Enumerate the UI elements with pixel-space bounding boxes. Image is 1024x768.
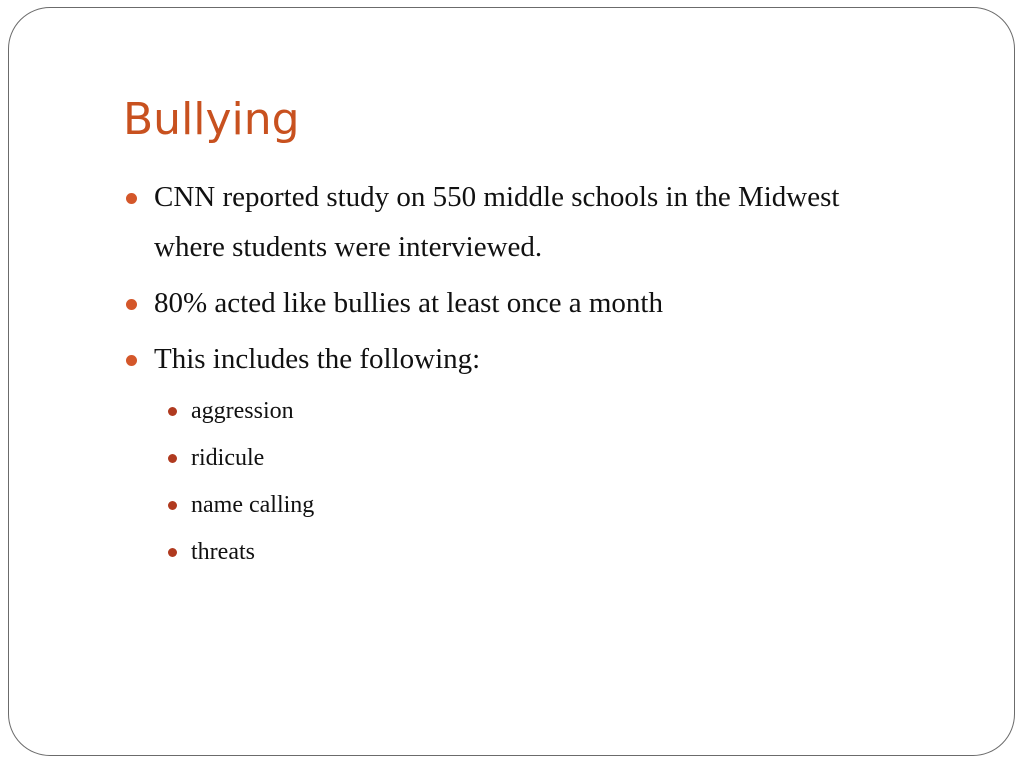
- sub-bullet-item: [160, 388, 903, 435]
- sub-bullet-list: [160, 388, 903, 576]
- sub-bullet-dot-icon: [168, 454, 177, 463]
- bullet-item: [123, 172, 903, 272]
- sub-bullet-dot-icon: [168, 407, 177, 416]
- bullet-dot-icon: [126, 299, 137, 310]
- bullet-dot-icon: [126, 355, 137, 366]
- bullet-text: CNN reported study on 550 middle schools in the Midwest where students were interviewed.: [154, 181, 840, 263]
- slide-title: Bullying: [123, 94, 300, 145]
- sub-bullet-item: [160, 529, 903, 576]
- sub-bullet-item: [160, 435, 903, 482]
- bullet-text: 80% acted like bullies at least once a month: [154, 287, 663, 319]
- sub-bullet-text: name calling: [191, 492, 315, 518]
- slide-frame: [8, 7, 1015, 756]
- bullet-item: [123, 334, 903, 576]
- sub-bullet-text: threats: [191, 539, 255, 565]
- sub-bullet-dot-icon: [168, 548, 177, 557]
- sub-bullet-text: aggression: [191, 398, 294, 424]
- sub-bullet-text: ridicule: [191, 445, 265, 471]
- bullet-list: [123, 172, 903, 582]
- bullet-item: [123, 278, 903, 328]
- sub-bullet-dot-icon: [168, 501, 177, 510]
- bullet-dot-icon: [126, 193, 137, 204]
- sub-bullet-item: [160, 482, 903, 529]
- bullet-text: This includes the following:: [154, 343, 481, 375]
